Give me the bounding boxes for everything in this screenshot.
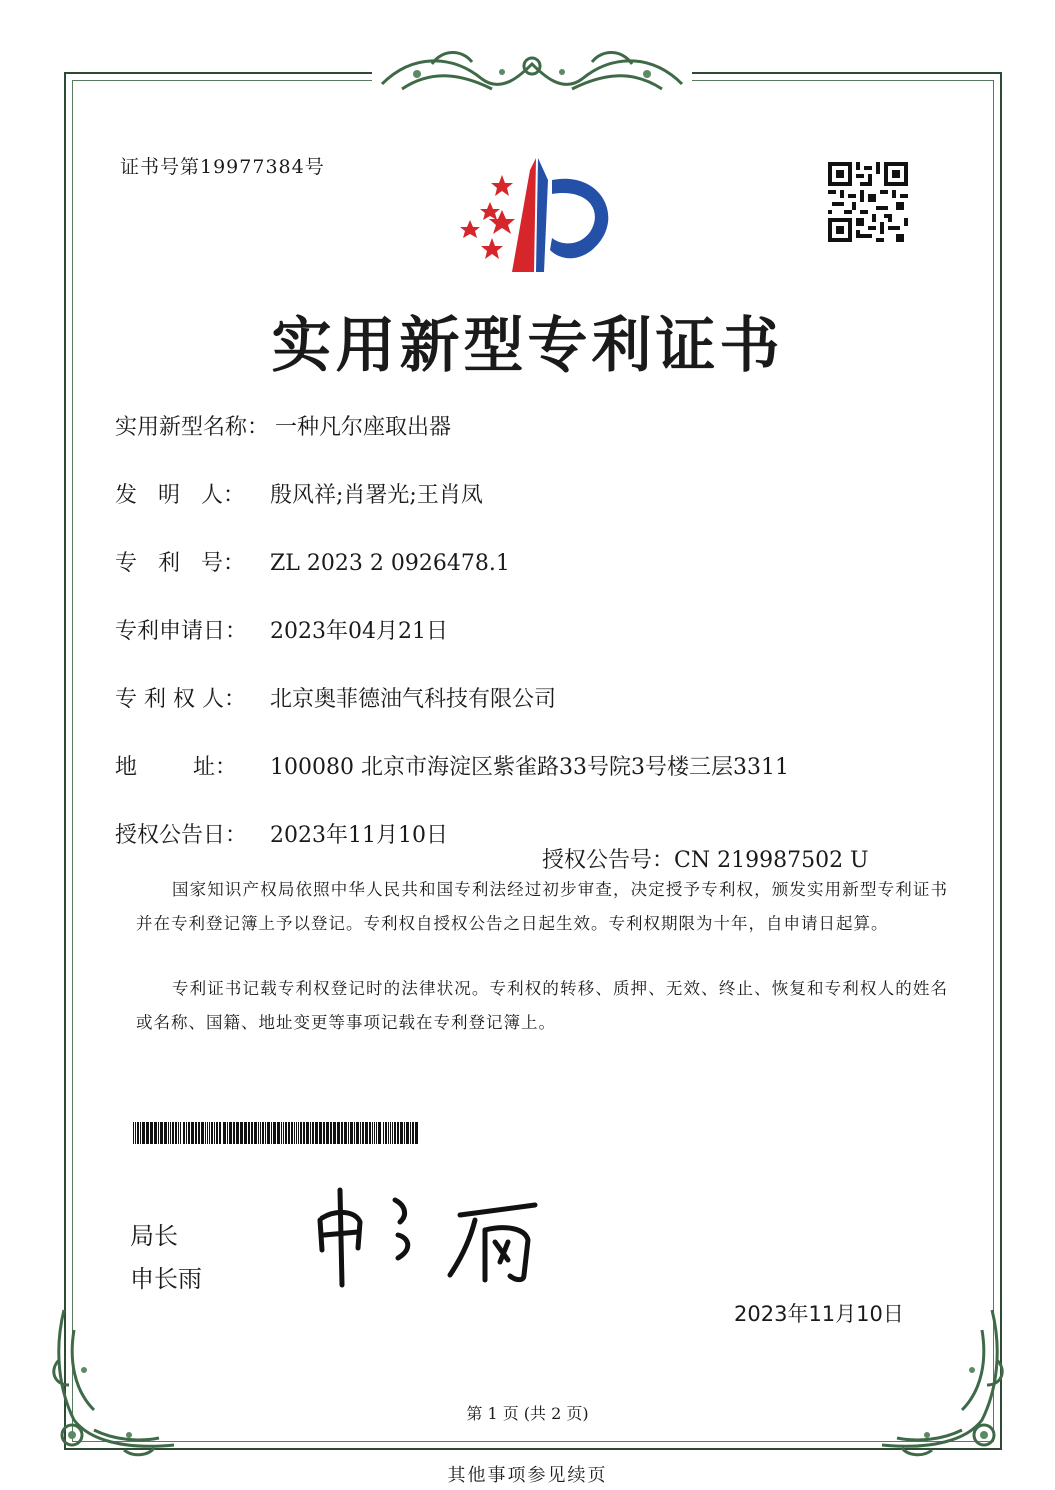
top-ornament-icon bbox=[372, 44, 692, 104]
field-label: 授权公告号： bbox=[542, 848, 675, 873]
field-inventors bbox=[115, 478, 483, 509]
field-label: 地 址： bbox=[115, 755, 237, 780]
signatory-role: 局长 bbox=[130, 1222, 178, 1250]
field-label: 专 利 权 人： bbox=[115, 687, 246, 712]
field-address bbox=[115, 750, 789, 781]
field-label: 实用新型名称： bbox=[115, 415, 270, 440]
page-number: 第 1 页 (共 2 页) bbox=[466, 1404, 589, 1423]
signatory-name: 申长雨 bbox=[130, 1265, 202, 1293]
field-label: 发 明 人： bbox=[115, 483, 245, 508]
field-value: 2023年04月21日 bbox=[270, 619, 448, 644]
field-patent-number bbox=[115, 546, 510, 577]
field-value: 100080 北京市海淀区紫雀路33号院3号楼三层3311 bbox=[270, 755, 789, 780]
field-value: 北京奥菲德油气科技有限公司 bbox=[270, 687, 557, 712]
field-value: 2023年11月10日 bbox=[270, 823, 448, 848]
certificate-title: 实用新型专利证书 bbox=[271, 311, 784, 381]
field-label: 专利申请日： bbox=[115, 619, 248, 644]
field-patentee bbox=[115, 682, 556, 713]
bottom-left-ornament-icon bbox=[44, 1300, 184, 1460]
field-announcement-number bbox=[528, 818, 869, 874]
field-value: ZL 2023 2 0926478.1 bbox=[270, 551, 510, 576]
field-value: CN 219987502 U bbox=[674, 848, 869, 873]
barcode-icon bbox=[133, 1122, 418, 1144]
field-label: 授权公告日： bbox=[115, 823, 248, 848]
field-application-date bbox=[115, 614, 448, 645]
footer-note: 其他事项参见续页 bbox=[447, 1465, 608, 1486]
legal-paragraph-2: 专利证书记载专利权登记时的法律状况。专利权的转移、质押、无效、终止、恢复和专利权人的姓名或名称、国籍、地址变更等事项记载在专利登记簿上。 bbox=[136, 979, 948, 1032]
field-grant-date bbox=[115, 818, 448, 849]
field-utility-name bbox=[115, 410, 451, 441]
issue-date: 2023年11月10日 bbox=[734, 1302, 904, 1326]
qr-code-icon bbox=[828, 162, 908, 242]
certificate-number: 证书号第19977384号 bbox=[120, 156, 325, 178]
field-value: 一种凡尔座取出器 bbox=[275, 415, 452, 440]
legal-paragraph-1: 国家知识产权局依照中华人民共和国专利法经过初步审查，决定授予专利权，颁发实用新型专利证书并在专利登记簿上予以登记。专利权自授权公告之日起生效。专利权期限为十年，自申请日起算。 bbox=[136, 880, 948, 933]
handwritten-signature bbox=[310, 1180, 550, 1290]
cnipa-logo-icon bbox=[452, 150, 617, 280]
field-label: 专 利 号： bbox=[115, 551, 245, 576]
field-value: 殷风祥;肖署光;王肖凤 bbox=[270, 483, 483, 508]
